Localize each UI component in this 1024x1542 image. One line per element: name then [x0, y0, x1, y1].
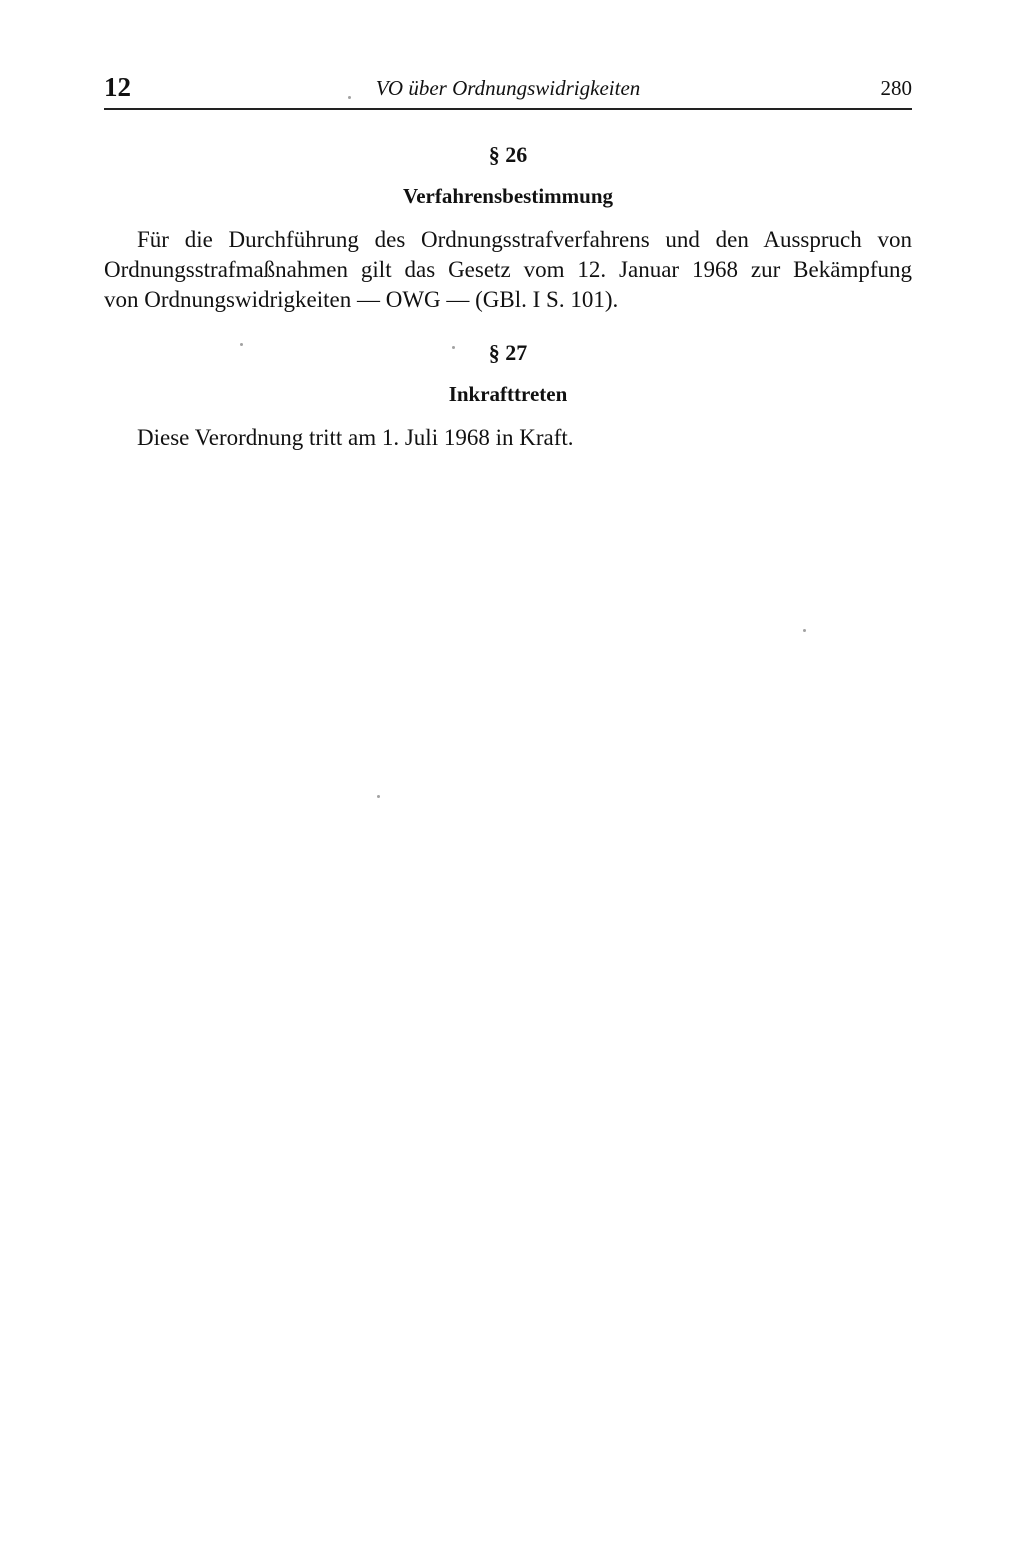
- header-title: VO über Ordnungswidrigkeiten: [375, 76, 641, 100]
- chapter-number: 12: [104, 72, 131, 102]
- paragraph-line: Diese Verordnung tritt am 1. Juli 1968 in Kraft.: [137, 425, 574, 450]
- section-26-heading: Verfahrensbestimmung: [402, 184, 613, 208]
- section-27-paragraph: [104, 423, 912, 453]
- running-header: [104, 70, 912, 110]
- section-27-sign: § 27: [488, 340, 528, 365]
- section-27-heading: Inkrafttreten: [448, 382, 568, 406]
- scan-speck: [348, 96, 351, 99]
- paragraph-line: Ordnungsstrafmaßnahmen gilt das Gesetz vom 12. Januar 1968 zur Bekämpfung: [104, 257, 912, 282]
- section-26-sign: § 26: [488, 142, 528, 167]
- scan-speck: [377, 795, 380, 798]
- scan-speck: [452, 346, 455, 349]
- paragraph-line: Für die Durchführung des Ordnungsstrafverfahrens und den Ausspruch von: [137, 227, 912, 252]
- scan-speck: [803, 629, 806, 632]
- paragraph-line: von Ordnungswidrigkeiten — OWG — (GBl. I S. 101).: [104, 287, 619, 312]
- scan-speck: [240, 343, 243, 346]
- page-number: 280: [880, 76, 912, 100]
- section-26-paragraph: [104, 225, 912, 315]
